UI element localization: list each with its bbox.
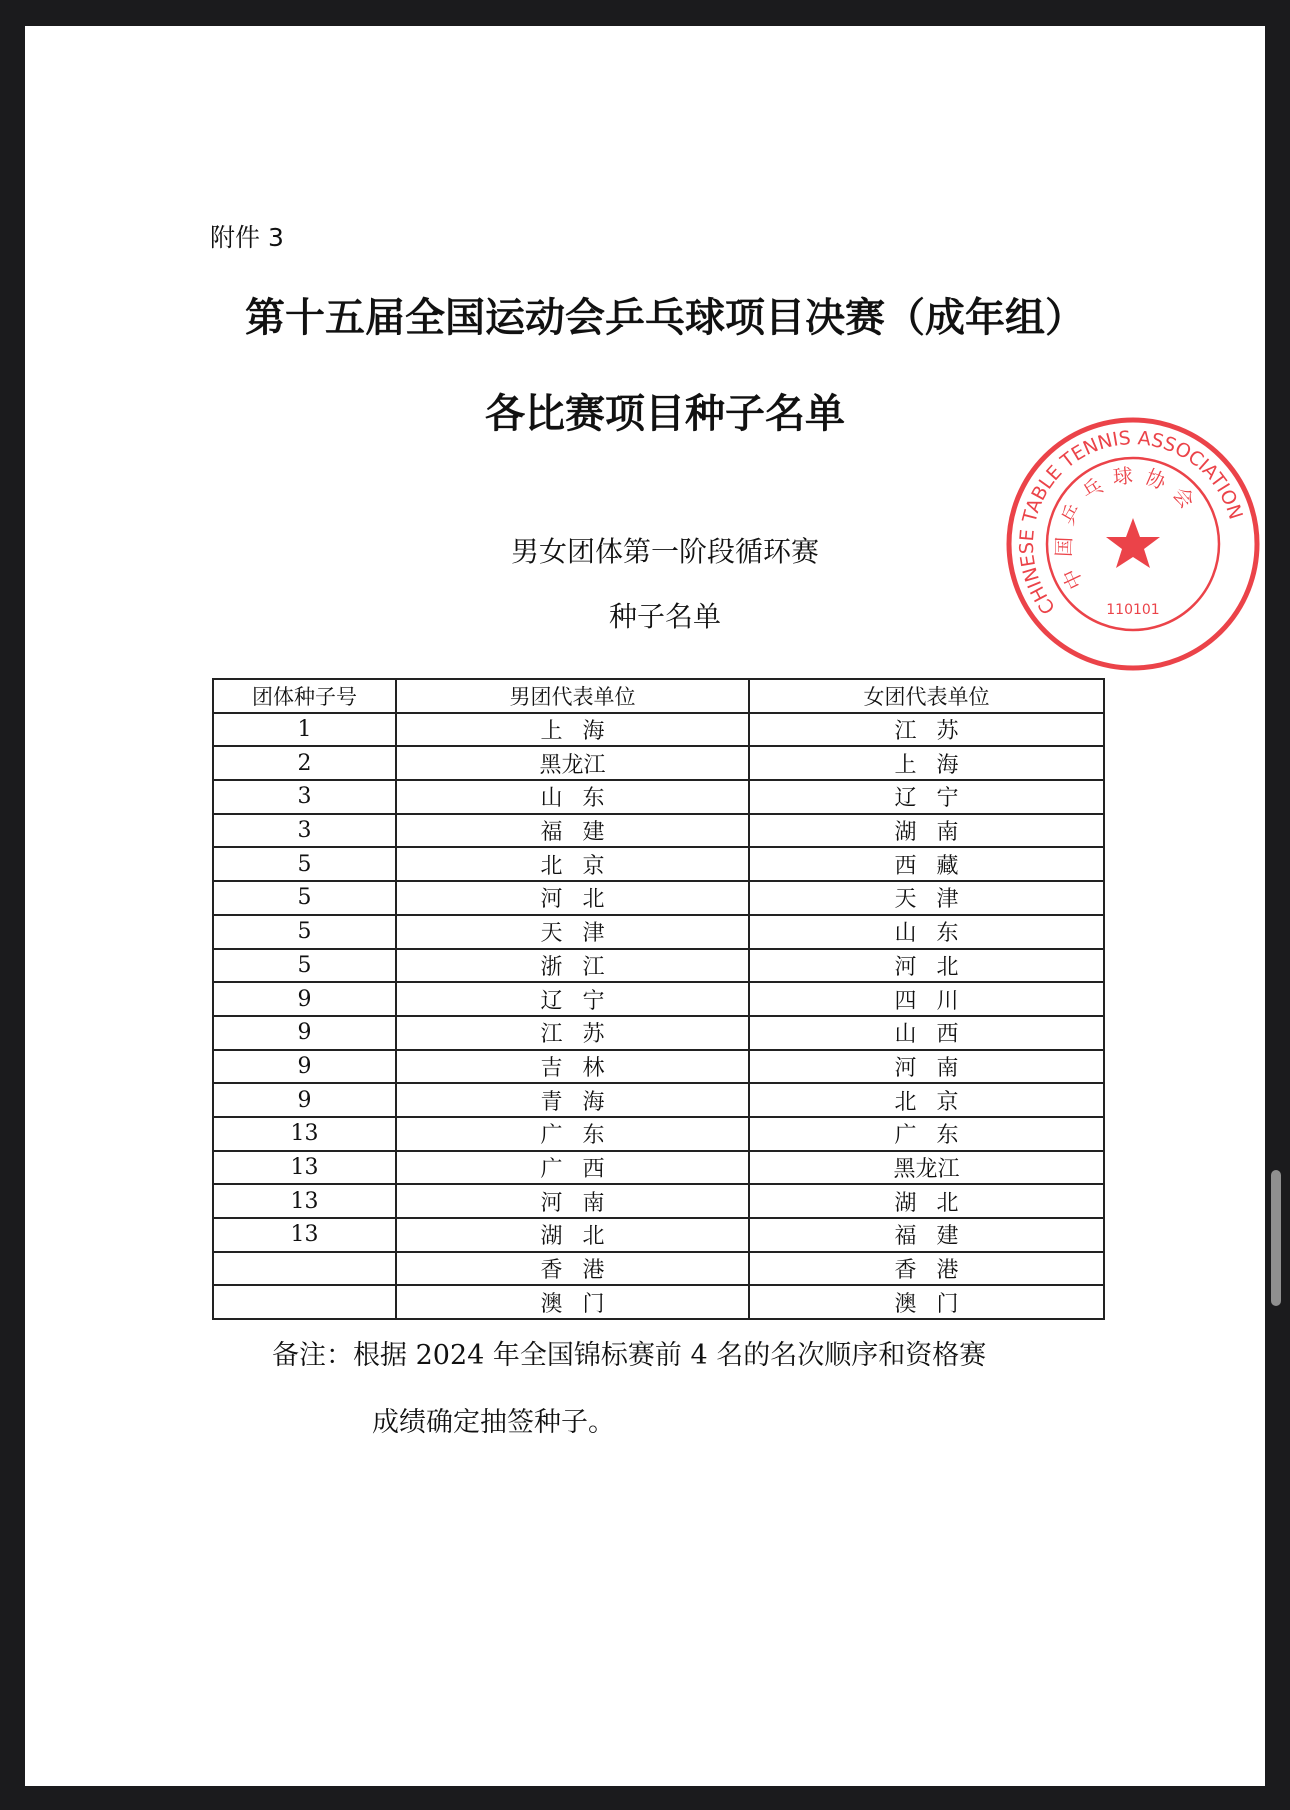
table-row (213, 915, 1104, 949)
men-team-unit: 广西 (396, 1151, 749, 1185)
women-team-unit: 山东 (749, 915, 1104, 949)
men-team-unit: 香港 (396, 1252, 749, 1286)
men-team-unit: 河南 (396, 1184, 749, 1218)
seal-inner-text: 中国乒乓球协会 (1051, 462, 1206, 594)
table-row (213, 1252, 1104, 1286)
men-team-unit: 湖北 (396, 1218, 749, 1252)
table-row (213, 1083, 1104, 1117)
star-icon (1106, 518, 1160, 568)
women-team-unit: 湖南 (749, 814, 1104, 848)
seed-number: 1 (213, 713, 396, 747)
page-subtitle: 各比赛项目种子名单 (485, 391, 845, 437)
women-team-unit: 山西 (749, 1016, 1104, 1050)
women-team-unit: 河南 (749, 1050, 1104, 1084)
table-row (213, 1184, 1104, 1218)
seed-number: 5 (213, 915, 396, 949)
seed-number: 13 (213, 1218, 396, 1252)
seed-number: 3 (213, 814, 396, 848)
women-team-unit: 北京 (749, 1083, 1104, 1117)
women-team-unit: 澳门 (749, 1285, 1104, 1319)
seed-number: 9 (213, 982, 396, 1016)
seed-number: 9 (213, 1016, 396, 1050)
column-header: 男团代表单位 (396, 679, 749, 713)
men-team-unit: 黑龙江 (396, 746, 749, 780)
seal-code: 110101 (1106, 602, 1160, 618)
men-team-unit: 北京 (396, 847, 749, 881)
note-text-continued: 成绩确定抽签种子。 (372, 1407, 615, 1438)
attachment-label: 附件 3 (210, 223, 284, 252)
men-team-unit: 福建 (396, 814, 749, 848)
table-row (213, 713, 1104, 747)
scrollbar[interactable] (1271, 1170, 1281, 1306)
page-title: 第十五届全国运动会乒乓球项目决赛（成年组） (245, 295, 1085, 341)
seed-number: 13 (213, 1117, 396, 1151)
seed-number: 2 (213, 746, 396, 780)
table-row (213, 881, 1104, 915)
women-team-unit: 湖北 (749, 1184, 1104, 1218)
women-team-unit: 广东 (749, 1117, 1104, 1151)
seed-number: 3 (213, 780, 396, 814)
seed-number: 5 (213, 949, 396, 983)
women-team-unit: 黑龙江 (749, 1151, 1104, 1185)
men-team-unit: 吉林 (396, 1050, 749, 1084)
women-team-unit: 辽宁 (749, 780, 1104, 814)
women-team-unit: 江苏 (749, 713, 1104, 747)
seed-number (213, 1252, 396, 1286)
men-team-unit: 广东 (396, 1117, 749, 1151)
association-seal (1005, 416, 1261, 672)
men-team-unit: 天津 (396, 915, 749, 949)
table-row (213, 1151, 1104, 1185)
table-row (213, 949, 1104, 983)
column-header: 女团代表单位 (749, 679, 1104, 713)
table-row (213, 814, 1104, 848)
table-row (213, 746, 1104, 780)
seed-number: 13 (213, 1184, 396, 1218)
seed-number: 9 (213, 1083, 396, 1117)
column-header: 团体种子号 (213, 679, 396, 713)
women-team-unit: 河北 (749, 949, 1104, 983)
men-team-unit: 河北 (396, 881, 749, 915)
table-row (213, 1218, 1104, 1252)
seed-number: 9 (213, 1050, 396, 1084)
table-row (213, 847, 1104, 881)
section-title: 男女团体第一阶段循环赛 (510, 535, 819, 568)
men-team-unit: 上海 (396, 713, 749, 747)
table-row (213, 1117, 1104, 1151)
men-team-unit: 山东 (396, 780, 749, 814)
seed-number: 5 (213, 847, 396, 881)
table-row (213, 780, 1104, 814)
women-team-unit: 上海 (749, 746, 1104, 780)
table-row (213, 982, 1104, 1016)
table-row (213, 1016, 1104, 1050)
women-team-unit: 四川 (749, 982, 1104, 1016)
men-team-unit: 青海 (396, 1083, 749, 1117)
men-team-unit: 辽宁 (396, 982, 749, 1016)
seal-outer-text: CHINESE TABLE TENNIS ASSOCIATION (1015, 427, 1247, 619)
men-team-unit: 浙江 (396, 949, 749, 983)
table-row (213, 1285, 1104, 1319)
seed-table (212, 678, 1105, 1320)
men-team-unit: 澳门 (396, 1285, 749, 1319)
women-team-unit: 香港 (749, 1252, 1104, 1286)
table-row (213, 1050, 1104, 1084)
women-team-unit: 天津 (749, 881, 1104, 915)
men-team-unit: 江苏 (396, 1016, 749, 1050)
women-team-unit: 西藏 (749, 847, 1104, 881)
seed-number: 5 (213, 881, 396, 915)
seed-number: 13 (213, 1151, 396, 1185)
women-team-unit: 福建 (749, 1218, 1104, 1252)
section-subtitle: 种子名单 (608, 600, 721, 633)
seed-number (213, 1285, 396, 1319)
note-text: 备注：根据 2024 年全国锦标赛前 4 名的名次顺序和资格赛 (272, 1340, 987, 1371)
